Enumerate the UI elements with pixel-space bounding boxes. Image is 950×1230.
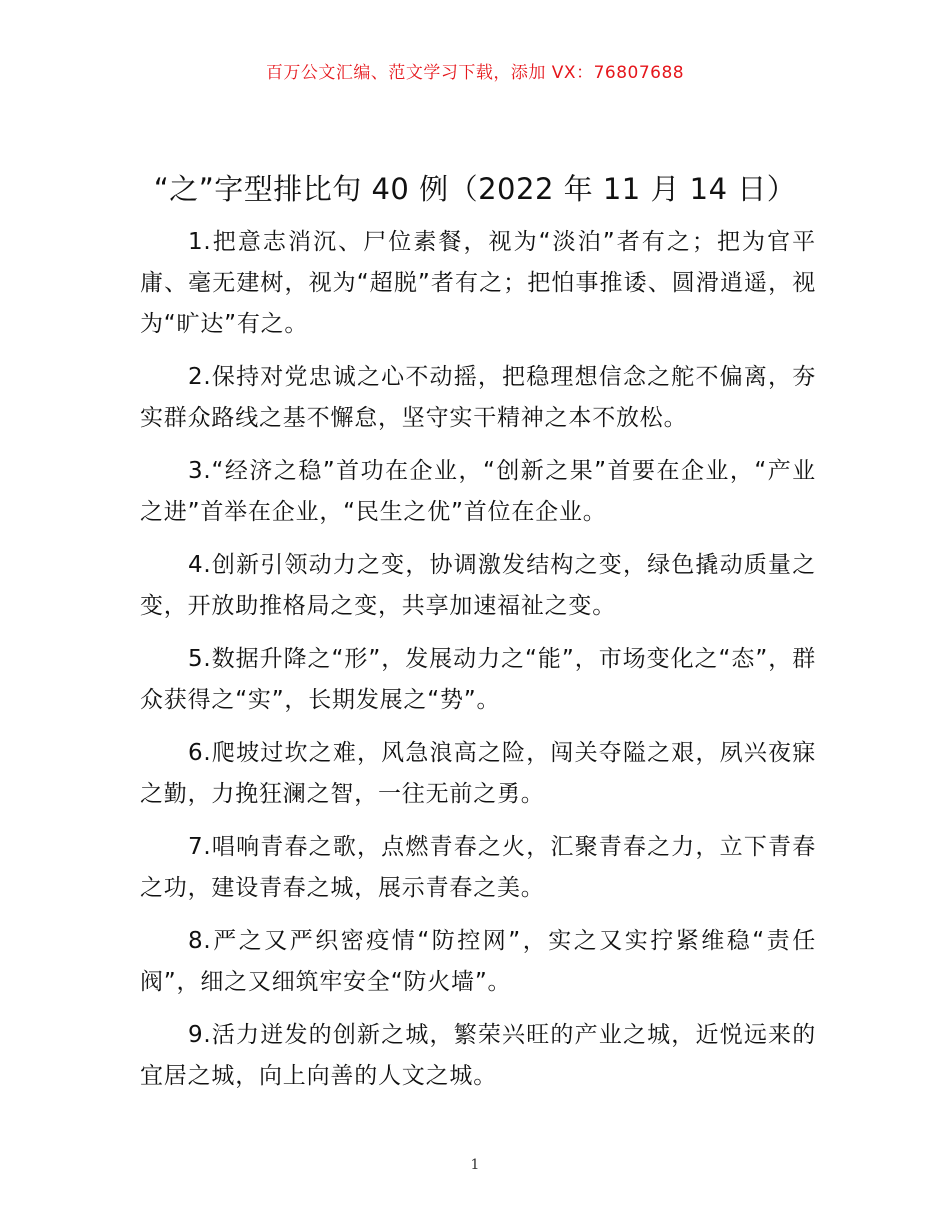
page-number: 1 [470, 1157, 480, 1173]
paragraph-9: 9.活力迸发的创新之城，繁荣兴旺的产业之城，近悦远来的宜居之城，向上向善的人文之城。 [140, 1022, 816, 1089]
document-body [140, 222, 816, 1109]
paragraph-7: 7.唱响青春之歌，点燃青春之火，汇聚青春之力，立下青春之功，建设青春之城，展示青春之美。 [140, 834, 816, 901]
paragraph-8: 8.严之又严织密疫情“防控网”，实之又实拧紧维稳“责任阀”，细之又细筑牢安全“防火墙”。 [140, 928, 816, 995]
paragraph-2: 2.保持对党忠诚之心不动摇，把稳理想信念之舵不偏离，夯实群众路线之基不懈怠，坚守实干精神之本不放松。 [140, 364, 816, 431]
paragraph-6: 6.爬坡过坎之难，风急浪高之险，闯关夺隘之艰，夙兴夜寐之勤，力挽狂澜之智，一往无前之勇。 [140, 740, 816, 807]
paragraph-1: 1.把意志消沉、尸位素餐，视为“淡泊”者有之；把为官平庸、毫无建树，视为“超脱”者有之；把怕事推诿、圆滑逍遥，视为“旷达”有之。 [140, 229, 816, 337]
paragraph-5: 5.数据升降之“形”，发展动力之“能”，市场变化之“态”，群众获得之“实”，长期发展之“势”。 [140, 646, 816, 713]
paragraph-3: 3.“经济之稳”首功在企业，“创新之果”首要在企业，“产业之进”首举在企业，“民生之优”首位在企业。 [140, 458, 816, 525]
header-promo-note: 百万公文汇编、范文学习下载，添加 VX：76807688 [265, 63, 685, 83]
paragraph-4: 4.创新引领动力之变，协调激发结构之变，绿色撬动质量之变，开放助推格局之变，共享加速福祉之变。 [140, 552, 816, 619]
document-title: “之”字型排比句 40 例（2022 年 11 月 14 日） [153, 172, 797, 206]
